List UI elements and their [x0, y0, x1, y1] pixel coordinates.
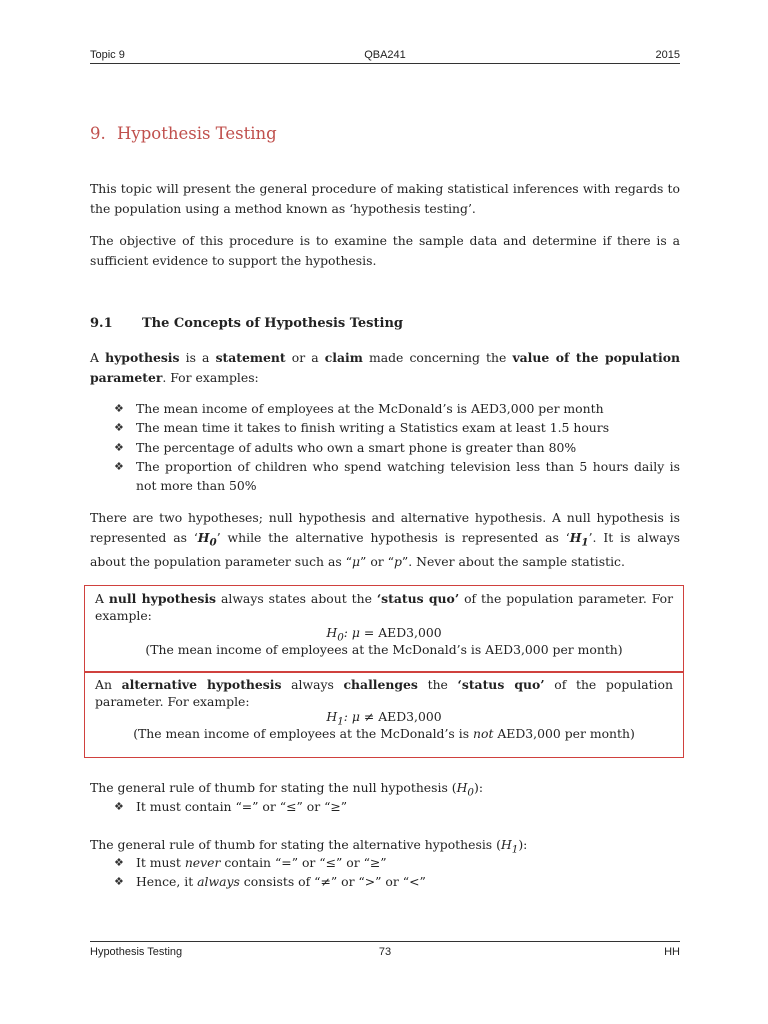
header-course: QBA241	[364, 49, 406, 61]
diamond-bullet-icon: ❖	[114, 856, 124, 869]
list-item: ❖ The mean income of employees at the McDonald’s is AED3,000 per month	[114, 399, 680, 418]
diamond-bullet-icon: ❖	[114, 421, 124, 435]
chapter-number: 9.	[90, 124, 106, 143]
footer-initials: HH	[664, 946, 680, 958]
two-hypotheses-paragraph: There are two hypotheses; null hypothesis and alternative hypothesis. A null hypothesis is represented as ‘$H_0$’ while the alternative hypothesis is represented as ‘$H_1$’. It is always about the population parameter such as “μ” or “p”. Never about the sample statistic.	[90, 510, 681, 570]
chapter-title-text: Hypothesis Testing	[117, 124, 277, 143]
diamond-bullet-icon: ❖	[114, 875, 124, 889]
header-divider	[90, 63, 680, 64]
page-footer	[90, 946, 680, 961]
alternative-hypothesis-example: (The mean income of employees at the McDonald’s is not AED3,000 per month)	[133, 726, 635, 741]
list-item: ❖ It must never contain “=” or “≤” or “≥”	[114, 853, 680, 872]
document-page	[90, 0, 680, 1024]
header-topic: Topic 9	[90, 49, 125, 61]
list-item: ❖ The percentage of adults who own a smart phone is greater than 80%	[114, 438, 680, 457]
list-item: ❖ It must contain “=” or “≤” or “≥”	[114, 797, 680, 816]
diamond-bullet-icon: ❖	[114, 459, 124, 473]
definition-paragraph: A hypothesis is a statement or a claim made concerning the value of the population parameter. For examples:	[90, 350, 680, 385]
diamond-bullet-icon: ❖	[114, 440, 124, 454]
section-title: The Concepts of Hypothesis Testing	[142, 316, 403, 331]
diamond-bullet-icon: ❖	[114, 800, 124, 813]
page-number: 73	[378, 946, 392, 958]
list-item: ❖ The mean time it takes to finish writing a Statistics exam at least 1.5 hours	[114, 418, 680, 437]
intro-paragraph-1: This topic will present the general procedure of making statistical inferences with regards to the population using a method known as ‘hypothesis testing’.	[90, 181, 680, 216]
footer-topic: Hypothesis Testing	[90, 946, 183, 958]
alternative-rule-paragraph: The general rule of thumb for stating the alternative hypothesis $(H_1)$:	[90, 837, 528, 856]
list-item: ❖ Hence, it always consists of “≠” or “>” or “<”	[114, 872, 680, 891]
footer-divider	[90, 941, 680, 942]
alternative-rule-list	[114, 853, 680, 892]
chapter-title	[90, 124, 277, 143]
null-hypothesis-equation: $H_0$: μ = AED3,000	[326, 625, 442, 644]
null-hypothesis-box	[84, 585, 684, 673]
header-year: 2015	[655, 49, 680, 61]
alternative-hypothesis-equation: $H_1$: μ ≠ AED3,000	[326, 709, 442, 728]
null-hypothesis-definition: A null hypothesis always states about the ‘status quo’ of the population parameter. For example:	[95, 591, 673, 623]
section-number: 9.1	[90, 316, 113, 331]
alternative-hypothesis-box	[84, 671, 684, 758]
null-hypothesis-example: (The mean income of employees at the McDonald’s is AED3,000 per month)	[145, 642, 623, 657]
list-item: ❖ The proportion of children who spend watching television less than 5 hours daily is not more than 50%	[114, 458, 680, 494]
page-header	[90, 49, 680, 64]
alternative-hypothesis-definition: An alternative hypothesis always challenges the ‘status quo’ of the population parameter. For example:	[95, 677, 673, 709]
section-heading	[90, 316, 403, 331]
null-rule-paragraph: The general rule of thumb for stating the null hypothesis $(H_0)$:	[90, 780, 483, 799]
intro-paragraph-2: The objective of this procedure is to examine the sample data and determine if there is a sufficient evidence to support the hypothesis.	[90, 233, 680, 268]
diamond-bullet-icon: ❖	[114, 402, 124, 415]
null-rule-list	[114, 797, 680, 816]
examples-list	[114, 399, 680, 495]
